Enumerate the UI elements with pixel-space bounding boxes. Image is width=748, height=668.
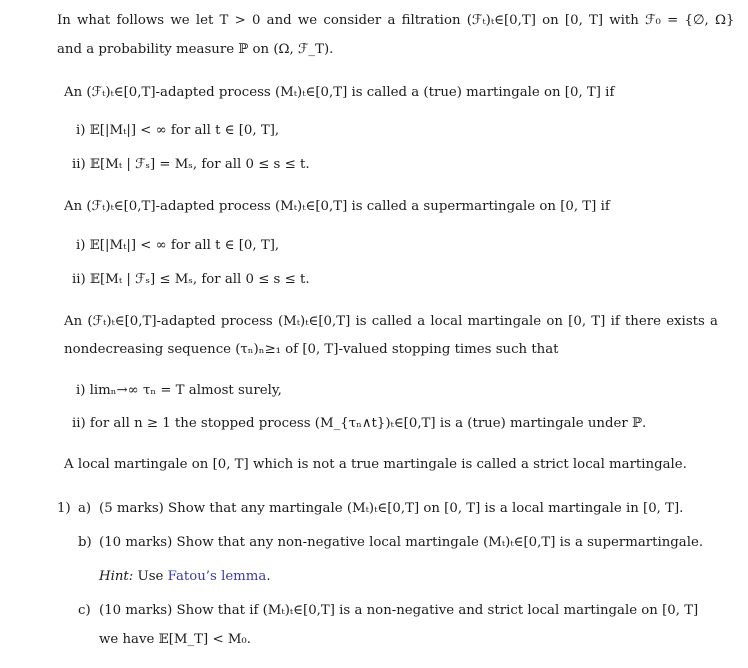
intro-line-1: In what follows we let T > 0 and we consider a filtration (ℱₜ)ₜ∈[0,T] on [0, T] with ℱ₀ = {∅, Ω} <box>57 13 735 28</box>
martingale-condition-ii: ii) 𝔼[Mₜ | ℱₛ] = Mₛ, for all 0 ≤ s ≤ t. <box>72 157 310 172</box>
question-c-text-1: (10 marks) Show that if (Mₜ)ₜ∈[0,T] is a non-negative and strict local martingale on [0, T] <box>99 603 699 618</box>
strict-local-martingale-definition: A local martingale on [0, T] which is not a true martingale is called a strict local martingale. <box>64 457 687 472</box>
local-martingale-definition-lead-2: nondecreasing sequence (τₙ)ₙ≥₁ of [0, T]-valued stopping times such that <box>64 342 559 357</box>
question-c-label: c) <box>78 603 91 618</box>
fatou-lemma-link[interactable]: Fatou’s lemma <box>167 569 267 584</box>
local-martingale-definition-lead-1: An (ℱₜ)ₜ∈[0,T]-adapted process (Mₜ)ₜ∈[0,T] is called a local martingale on [0, T] if there exists a <box>64 314 718 329</box>
supermartingale-definition-lead: An (ℱₜ)ₜ∈[0,T]-adapted process (Mₜ)ₜ∈[0,T] is called a supermartingale on [0, T] if <box>64 199 610 214</box>
question-number: 1) <box>57 501 71 516</box>
martingale-definition-lead: An (ℱₜ)ₜ∈[0,T]-adapted process (Mₜ)ₜ∈[0,T] is called a (true) martingale on [0, T] if <box>64 85 615 100</box>
question-b-hint <box>99 567 271 587</box>
martingale-condition-i: i) 𝔼[|Mₜ|] < ∞ for all t ∈ [0, T], <box>76 123 280 138</box>
question-a-label: a) <box>78 501 92 516</box>
supermartingale-condition-ii: ii) 𝔼[Mₜ | ℱₛ] ≤ Mₛ, for all 0 ≤ s ≤ t. <box>72 272 310 287</box>
local-martingale-condition-i: i) limₙ→∞ τₙ = T almost surely, <box>76 383 282 398</box>
question-a-text: (5 marks) Show that any martingale (Mₜ)ₜ∈[0,T] on [0, T] is a local martingale in [0, T]. <box>99 501 684 516</box>
local-martingale-condition-ii: ii) for all n ≥ 1 the stopped process (M_{τₙ∧t})ₜ∈[0,T] is a (true) martingale under ℙ. <box>72 416 647 431</box>
question-b-label: b) <box>78 535 92 550</box>
intro-line-2: and a probability measure ℙ on (Ω, ℱ_T). <box>57 42 334 57</box>
question-b-text: (10 marks) Show that any non-negative local martingale (Mₜ)ₜ∈[0,T] is a supermartingale. <box>99 535 704 550</box>
question-c-text-2: we have 𝔼[M_T] < M₀. <box>99 632 251 647</box>
hint-suffix: . <box>266 569 271 584</box>
supermartingale-condition-i: i) 𝔼[|Mₜ|] < ∞ for all t ∈ [0, T], <box>76 238 280 253</box>
hint-label: Hint: <box>99 569 134 584</box>
hint-prefix: Use <box>137 569 164 584</box>
